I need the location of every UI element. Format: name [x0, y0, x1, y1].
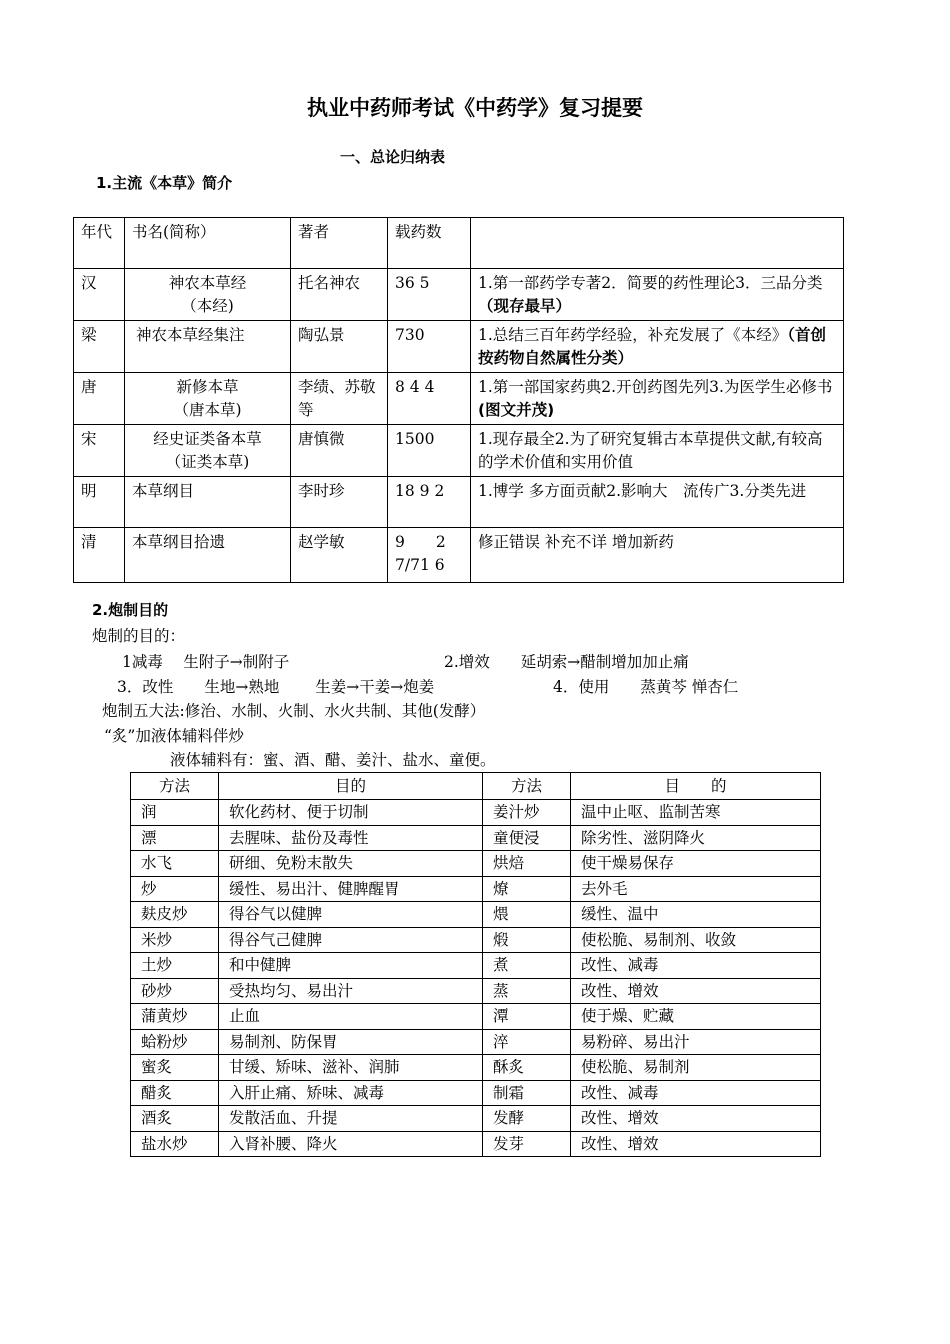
method-purpose-cell: 易制剂、防保胃 [219, 1029, 483, 1055]
method-row [131, 1029, 821, 1055]
dynasty-cell: 唐 [74, 373, 125, 425]
method-name-cell: 蒸 [483, 978, 571, 1004]
method-name-cell: 姜汁炒 [483, 800, 571, 826]
book-cell [125, 477, 291, 528]
method-name-cell: 制霜 [483, 1080, 571, 1106]
method-purpose-cell: 使于燥、贮藏 [571, 1004, 821, 1030]
method-name-cell: 煅 [483, 927, 571, 953]
method-name-cell: 发芽 [483, 1131, 571, 1157]
method-name-cell: 燎 [483, 876, 571, 902]
method-purpose-cell: 受热均匀、易出汁 [219, 978, 483, 1004]
method-purpose-cell: 软化药材、便于切制 [219, 800, 483, 826]
method-purpose-cell: 去外毛 [571, 876, 821, 902]
paozhi-liquid-note: 液体辅料有：蜜、酒、醋、姜汁、盐水、童便。 [170, 751, 496, 769]
method-header-cell: 目的 [219, 773, 483, 800]
method-name-cell: 麸皮炒 [131, 902, 219, 928]
method-purpose-cell: 入肝止痛、矫味、减毒 [219, 1080, 483, 1106]
book-cell [125, 321, 291, 373]
method-purpose-cell: 除劣性、滋阴降火 [571, 825, 821, 851]
dynasty-cell: 宋 [74, 425, 125, 477]
method-header-row [131, 773, 821, 800]
book-name: 本草纲目 [132, 482, 195, 500]
method-purpose-cell: 得谷气以健脾 [219, 902, 483, 928]
bencao-row [74, 321, 844, 373]
book-short-name: （证类本草) [165, 453, 250, 471]
method-row [131, 876, 821, 902]
method-name-cell: 发酵 [483, 1106, 571, 1132]
method-row [131, 1004, 821, 1030]
bencao-header-row [74, 218, 844, 269]
method-name-cell: 米炒 [131, 927, 219, 953]
subsection-heading-bencao: 1.主流《本草》简介 [96, 174, 233, 192]
note-text: 1.第一部国家药典2.开创药图先列3.为医学生必修书 [478, 378, 833, 396]
paozhi-line1a: 1减毒 生附子→制附子 [122, 653, 290, 671]
method-purpose-cell: 和中健脾 [219, 953, 483, 979]
book-cell [125, 425, 291, 477]
bencao-header-cell: 著者 [291, 218, 388, 269]
method-row [131, 800, 821, 826]
bencao-header-cell: 书名(简称） [125, 218, 291, 269]
note-cell [471, 528, 844, 583]
bencao-row [74, 477, 844, 528]
note-cell [471, 321, 844, 373]
subsection-heading-paozhi: 2.炮制目的 [92, 601, 169, 619]
book-name: 本草纲目拾遗 [132, 533, 226, 551]
method-row [131, 978, 821, 1004]
paozhi-zhi-note: “炙”加液体辅料伴炒 [104, 727, 244, 745]
paozhi-line1b: 2.增效 延胡索→醋制增加加止痛 [444, 653, 689, 671]
count-cell: 18 9 2 [388, 477, 471, 528]
note-text: 修正错误 补充不详 增加新药 [478, 533, 674, 551]
paozhi-line2b: 4．使用 蒸黄芩 惮杏仁 [553, 678, 739, 696]
method-name-cell: 煮 [483, 953, 571, 979]
method-purpose-cell: 温中止呕、监制苦寒 [571, 800, 821, 826]
author-cell: 托名神农 [291, 269, 388, 321]
method-row [131, 1106, 821, 1132]
book-name: 新修本草 [176, 378, 239, 396]
method-row [131, 1131, 821, 1157]
method-name-cell: 土炒 [131, 953, 219, 979]
bencao-row [74, 425, 844, 477]
dynasty-cell: 汉 [74, 269, 125, 321]
author-cell: 李时珍 [291, 477, 388, 528]
book-name: 神农本草经 [168, 274, 247, 292]
method-name-cell: 童便浸 [483, 825, 571, 851]
method-purpose-cell: 使松脆、易制剂、收敛 [571, 927, 821, 953]
method-purpose-cell: 改性、减毒 [571, 953, 821, 979]
book-name: 神农本草经集注 [136, 326, 245, 344]
count-cell: 36 5 [388, 269, 471, 321]
dynasty-cell: 梁 [74, 321, 125, 373]
method-name-cell: 酥炙 [483, 1055, 571, 1081]
bencao-row [74, 373, 844, 425]
method-name-cell: 煨 [483, 902, 571, 928]
book-cell [125, 373, 291, 425]
note-cell [471, 425, 844, 477]
paozhi-intro: 炮制的目的： [92, 627, 186, 645]
dynasty-cell: 清 [74, 528, 125, 583]
method-table [130, 772, 821, 1157]
paozhi-five-methods: 炮制五大法:修治、水制、火制、水火共制、其他(发酵） [102, 702, 486, 720]
book-short-name: （唐本草) [173, 401, 242, 419]
note-text: 1.第一部药学专著2．简要的药性理论3．三品分类 [478, 274, 823, 292]
section-heading: 一、总论归纳表 [340, 148, 446, 166]
count-cell: 1500 [388, 425, 471, 477]
book-cell [125, 528, 291, 583]
method-header-cell: 方法 [131, 773, 219, 800]
method-header-cell: 方法 [483, 773, 571, 800]
method-name-cell: 蒲黄炒 [131, 1004, 219, 1030]
method-row [131, 1080, 821, 1106]
method-purpose-cell: 研细、免粉末散失 [219, 851, 483, 877]
method-row [131, 902, 821, 928]
method-purpose-cell: 去腥味、盐份及毒性 [219, 825, 483, 851]
book-short-name: （本经) [181, 297, 234, 315]
method-name-cell: 盐水炒 [131, 1131, 219, 1157]
author-cell: 李绩、苏敬等 [291, 373, 388, 425]
author-cell: 赵学敏 [291, 528, 388, 583]
method-purpose-cell: 得谷气己健脾 [219, 927, 483, 953]
author-cell: 陶弘景 [291, 321, 388, 373]
method-purpose-cell: 缓性、易出汁、健脾醒胃 [219, 876, 483, 902]
note-cell [471, 477, 844, 528]
method-name-cell: 水飞 [131, 851, 219, 877]
method-purpose-cell: 使松脆、易制剂 [571, 1055, 821, 1081]
note-text: 1.总结三百年药学经验，补充发展了《本经》 [478, 326, 788, 344]
method-header-cell: 目 的 [571, 773, 821, 800]
method-row [131, 851, 821, 877]
method-purpose-cell: 改性、增效 [571, 978, 821, 1004]
bencao-header-cell [471, 218, 844, 269]
count-cell: 730 [388, 321, 471, 373]
note-highlight: (图文并茂) [478, 401, 555, 419]
method-purpose-cell: 缓性、温中 [571, 902, 821, 928]
method-name-cell: 蜜炙 [131, 1055, 219, 1081]
method-row [131, 927, 821, 953]
note-text: 1.现存最全2.为了研究复辑古本草提供文献,有较高的学术价值和实用价值 [478, 430, 823, 471]
bencao-header-cell: 年代 [74, 218, 125, 269]
author-cell: 唐慎微 [291, 425, 388, 477]
method-purpose-cell: 改性、增效 [571, 1106, 821, 1132]
method-name-cell: 蛤粉炒 [131, 1029, 219, 1055]
method-name-cell: 润 [131, 800, 219, 826]
book-cell [125, 269, 291, 321]
method-name-cell: 烘焙 [483, 851, 571, 877]
bencao-header-cell: 载药数 [388, 218, 471, 269]
method-purpose-cell: 改性、增效 [571, 1131, 821, 1157]
dynasty-cell: 明 [74, 477, 125, 528]
method-name-cell: 漂 [131, 825, 219, 851]
method-purpose-cell: 入肾补腰、降火 [219, 1131, 483, 1157]
method-name-cell: 炒 [131, 876, 219, 902]
note-highlight: （首创按药物自然属性分类） [478, 326, 827, 367]
method-purpose-cell: 使干燥易保存 [571, 851, 821, 877]
method-purpose-cell: 易粉碎、易出汁 [571, 1029, 821, 1055]
book-name: 经史证类备本草 [153, 430, 262, 448]
method-name-cell: 醋炙 [131, 1080, 219, 1106]
bencao-table [73, 217, 844, 583]
method-name-cell: 淬 [483, 1029, 571, 1055]
method-row [131, 825, 821, 851]
method-purpose-cell: 甘缓、矫味、滋补、润肺 [219, 1055, 483, 1081]
method-purpose-cell: 止血 [219, 1004, 483, 1030]
method-name-cell: 酒炙 [131, 1106, 219, 1132]
bencao-row [74, 269, 844, 321]
count-cell: 8 4 4 [388, 373, 471, 425]
method-row [131, 953, 821, 979]
method-purpose-cell: 改性、减毒 [571, 1080, 821, 1106]
note-highlight: （现存最早） [478, 297, 572, 315]
method-name-cell: 砂炒 [131, 978, 219, 1004]
paozhi-line2a: 3．改性 生地→熟地 生姜→干姜→炮姜 [117, 678, 435, 696]
method-row [131, 1055, 821, 1081]
method-name-cell: 潭 [483, 1004, 571, 1030]
note-text: 1.博学 多方面贡献2.影响大 流传广3.分类先进 [478, 482, 807, 500]
note-cell [471, 373, 844, 425]
bencao-row [74, 528, 844, 583]
page-title: 执业中药师考试《中药学》复习提要 [307, 96, 643, 120]
note-cell [471, 269, 844, 321]
count-cell: 9 2 7/71 6 [388, 528, 471, 583]
method-purpose-cell: 发散活血、升提 [219, 1106, 483, 1132]
